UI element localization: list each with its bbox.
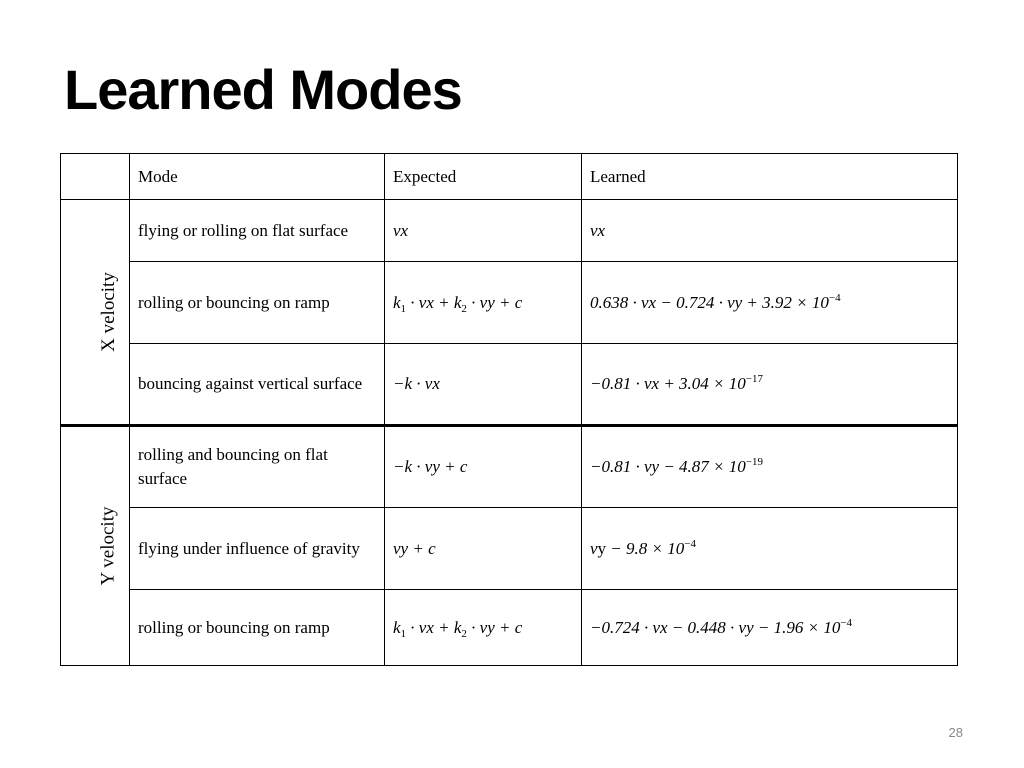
learned-formula: vy − $9.8 \times 10^{-4}$ [590,537,696,558]
learned-modes-table [60,153,958,666]
expected-cell [385,590,582,666]
mode-cell: rolling or bouncing on ramp [130,590,385,666]
table-row [61,508,958,590]
header-row [61,154,958,200]
mode-cell: flying under influence of gravity [130,508,385,590]
learned-cell [582,590,958,666]
learned-formula: −0.81 · vy − $4.87 \times 10^{-19}$ [590,456,763,476]
group-label-text: Y velocity [97,506,119,586]
table-row [61,344,958,426]
expected-cell [385,426,582,508]
learned-formula: vx [590,220,606,240]
learned-cell [582,262,958,344]
expected-header: Expected [385,154,582,200]
table-row [61,426,958,508]
mode-cell: rolling or bouncing on ramp [130,262,385,344]
mode-cell: bouncing against vertical surface [130,344,385,426]
expected-cell [385,200,582,262]
expected-cell [385,262,582,344]
mode-header: Mode [130,154,385,200]
expected-cell [385,508,582,590]
learned-formula: 0.638 · vx − 0.724 · vy + $3.92 \times 10^{-4}$ [590,291,841,312]
x-velocity-group-label [61,200,130,426]
learned-cell [582,200,958,262]
learned-cell [582,426,958,508]
expected-formula: −k · vy + c [393,457,468,476]
mode-cell: flying or rolling on flat surface [130,200,385,262]
expected-formula: vx [393,220,409,240]
y-velocity-group-label [61,426,130,666]
mode-cell: rolling and bouncing on flat surface [130,426,385,508]
learned-header: Learned [582,154,958,200]
group-label-text: X velocity [97,272,119,352]
slide-title: Learned Modes [64,58,462,121]
table-row [61,262,958,344]
expected-cell [385,344,582,426]
corner-cell [61,154,130,200]
table-row [61,590,958,666]
table-row [61,200,958,262]
learned-cell [582,344,958,426]
expected-formula: $k_1$ · vx + $k_2$ · vy + c [393,292,523,315]
expected-formula: vy + c [393,538,436,558]
learned-formula: −0.81 · vx + $3.04 \times 10^{-17}$ [590,373,763,393]
learned-cell [582,508,958,590]
page-number: 28 [948,725,963,740]
learned-formula: −0.724 · vx − 0.448 · vy − $1.96 \times 10^{-4}$ [590,616,853,637]
expected-formula: $k_1$ · vx + $k_2$ · vy + c [393,617,523,640]
expected-formula: −k · vx [393,374,440,393]
